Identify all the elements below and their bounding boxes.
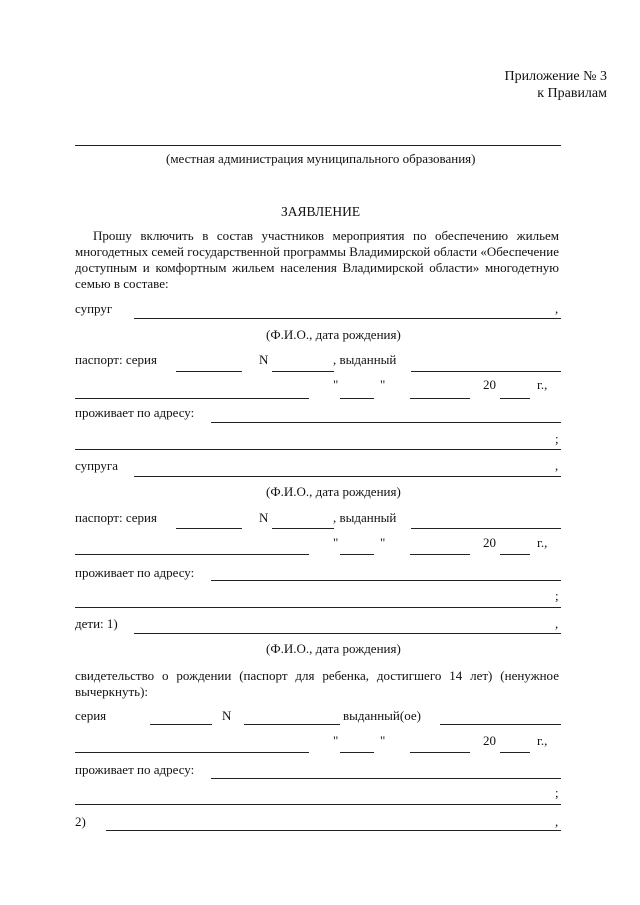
child-2-label: 2) xyxy=(75,814,86,829)
quote-close: " xyxy=(380,377,386,392)
day-line[interactable] xyxy=(340,554,374,555)
passport-series-line[interactable] xyxy=(176,371,242,372)
address-label: проживает по адресу: xyxy=(75,405,195,420)
quote-open: " xyxy=(333,377,339,392)
child-1-line[interactable] xyxy=(134,633,561,634)
semicolon: ; xyxy=(555,431,559,446)
month-line[interactable] xyxy=(410,752,470,753)
passport-number-line[interactable] xyxy=(272,528,334,529)
passport-number-line[interactable] xyxy=(272,371,334,372)
passport-series-line[interactable] xyxy=(176,528,242,529)
series-line[interactable] xyxy=(150,724,212,725)
address-line[interactable] xyxy=(211,580,561,581)
address-line[interactable] xyxy=(211,422,561,423)
issued-line-2[interactable] xyxy=(75,554,309,555)
passport-n-label: N xyxy=(259,510,269,525)
year-line[interactable] xyxy=(500,554,530,555)
semicolon: ; xyxy=(555,785,559,800)
child-2-line[interactable] xyxy=(106,830,561,831)
quote-close: " xyxy=(380,535,386,550)
year-suffix: г., xyxy=(537,733,548,748)
address-line-2[interactable] xyxy=(75,607,561,608)
passport-series-label: паспорт: серия xyxy=(75,510,157,525)
year-prefix: 20 xyxy=(483,535,496,550)
year-suffix: г., xyxy=(537,377,548,392)
admin-line[interactable] xyxy=(75,145,561,146)
issued-line[interactable] xyxy=(411,371,561,372)
quote-open: " xyxy=(333,733,339,748)
birth-cert-label: свидетельство о рождении (паспорт для ребенка, достигшего 14 лет) (ненужное вычеркнуть): xyxy=(75,668,559,699)
cert-issued-line[interactable] xyxy=(440,724,561,725)
series-label: серия xyxy=(75,708,107,723)
quote-open: " xyxy=(333,535,339,550)
year-suffix: г., xyxy=(537,535,548,550)
appendix-to-rules: к Правилам xyxy=(537,86,607,101)
comma: , xyxy=(555,814,559,829)
address-label: проживает по адресу: xyxy=(75,762,195,777)
passport-n-label: N xyxy=(259,352,269,367)
issued-oe-label: выданный(ое) xyxy=(343,708,421,723)
day-line[interactable] xyxy=(340,752,374,753)
intro-paragraph: Прошу включить в состав участников мероприятия по обеспечению жильем многодетных семей государственной программы Владимирской области «Обеспечение доступным и комфортным жильем населения Владимирской области» многодетную семью в составе: xyxy=(75,228,559,291)
address-line-2[interactable] xyxy=(75,449,561,450)
address-line[interactable] xyxy=(211,778,561,779)
spouse-f-label: супруга xyxy=(75,458,118,473)
admin-caption: (местная администрация муниципального образования) xyxy=(166,151,476,166)
comma: , xyxy=(555,301,559,316)
comma: , xyxy=(555,458,559,473)
comma: , xyxy=(555,616,559,631)
spouse-m-line[interactable] xyxy=(134,318,561,319)
semicolon: ; xyxy=(555,588,559,603)
cert-n-label: N xyxy=(222,708,232,723)
issued-label: , выданный xyxy=(333,510,397,525)
issued-label: , выданный xyxy=(333,352,397,367)
month-line[interactable] xyxy=(410,398,470,399)
year-prefix: 20 xyxy=(483,377,496,392)
fio-caption: (Ф.И.О., дата рождения) xyxy=(266,641,401,656)
passport-series-label: паспорт: серия xyxy=(75,352,157,367)
year-line[interactable] xyxy=(500,752,530,753)
address-label: проживает по адресу: xyxy=(75,565,195,580)
issued-line[interactable] xyxy=(411,528,561,529)
spouse-f-line[interactable] xyxy=(134,476,561,477)
year-prefix: 20 xyxy=(483,733,496,748)
year-line[interactable] xyxy=(500,398,530,399)
appendix-number: Приложение № 3 xyxy=(504,69,607,84)
address-line-2[interactable] xyxy=(75,804,561,805)
fio-caption: (Ф.И.О., дата рождения) xyxy=(266,327,401,342)
quote-close: " xyxy=(380,733,386,748)
spouse-m-label: супруг xyxy=(75,301,113,316)
issued-line-2[interactable] xyxy=(75,398,309,399)
page-title: ЗАЯВЛЕНИЕ xyxy=(281,204,361,219)
month-line[interactable] xyxy=(410,554,470,555)
cert-number-line[interactable] xyxy=(244,724,340,725)
fio-caption: (Ф.И.О., дата рождения) xyxy=(266,484,401,499)
children-label: дети: 1) xyxy=(75,616,118,631)
day-line[interactable] xyxy=(340,398,374,399)
cert-issued-line-2[interactable] xyxy=(75,752,309,753)
